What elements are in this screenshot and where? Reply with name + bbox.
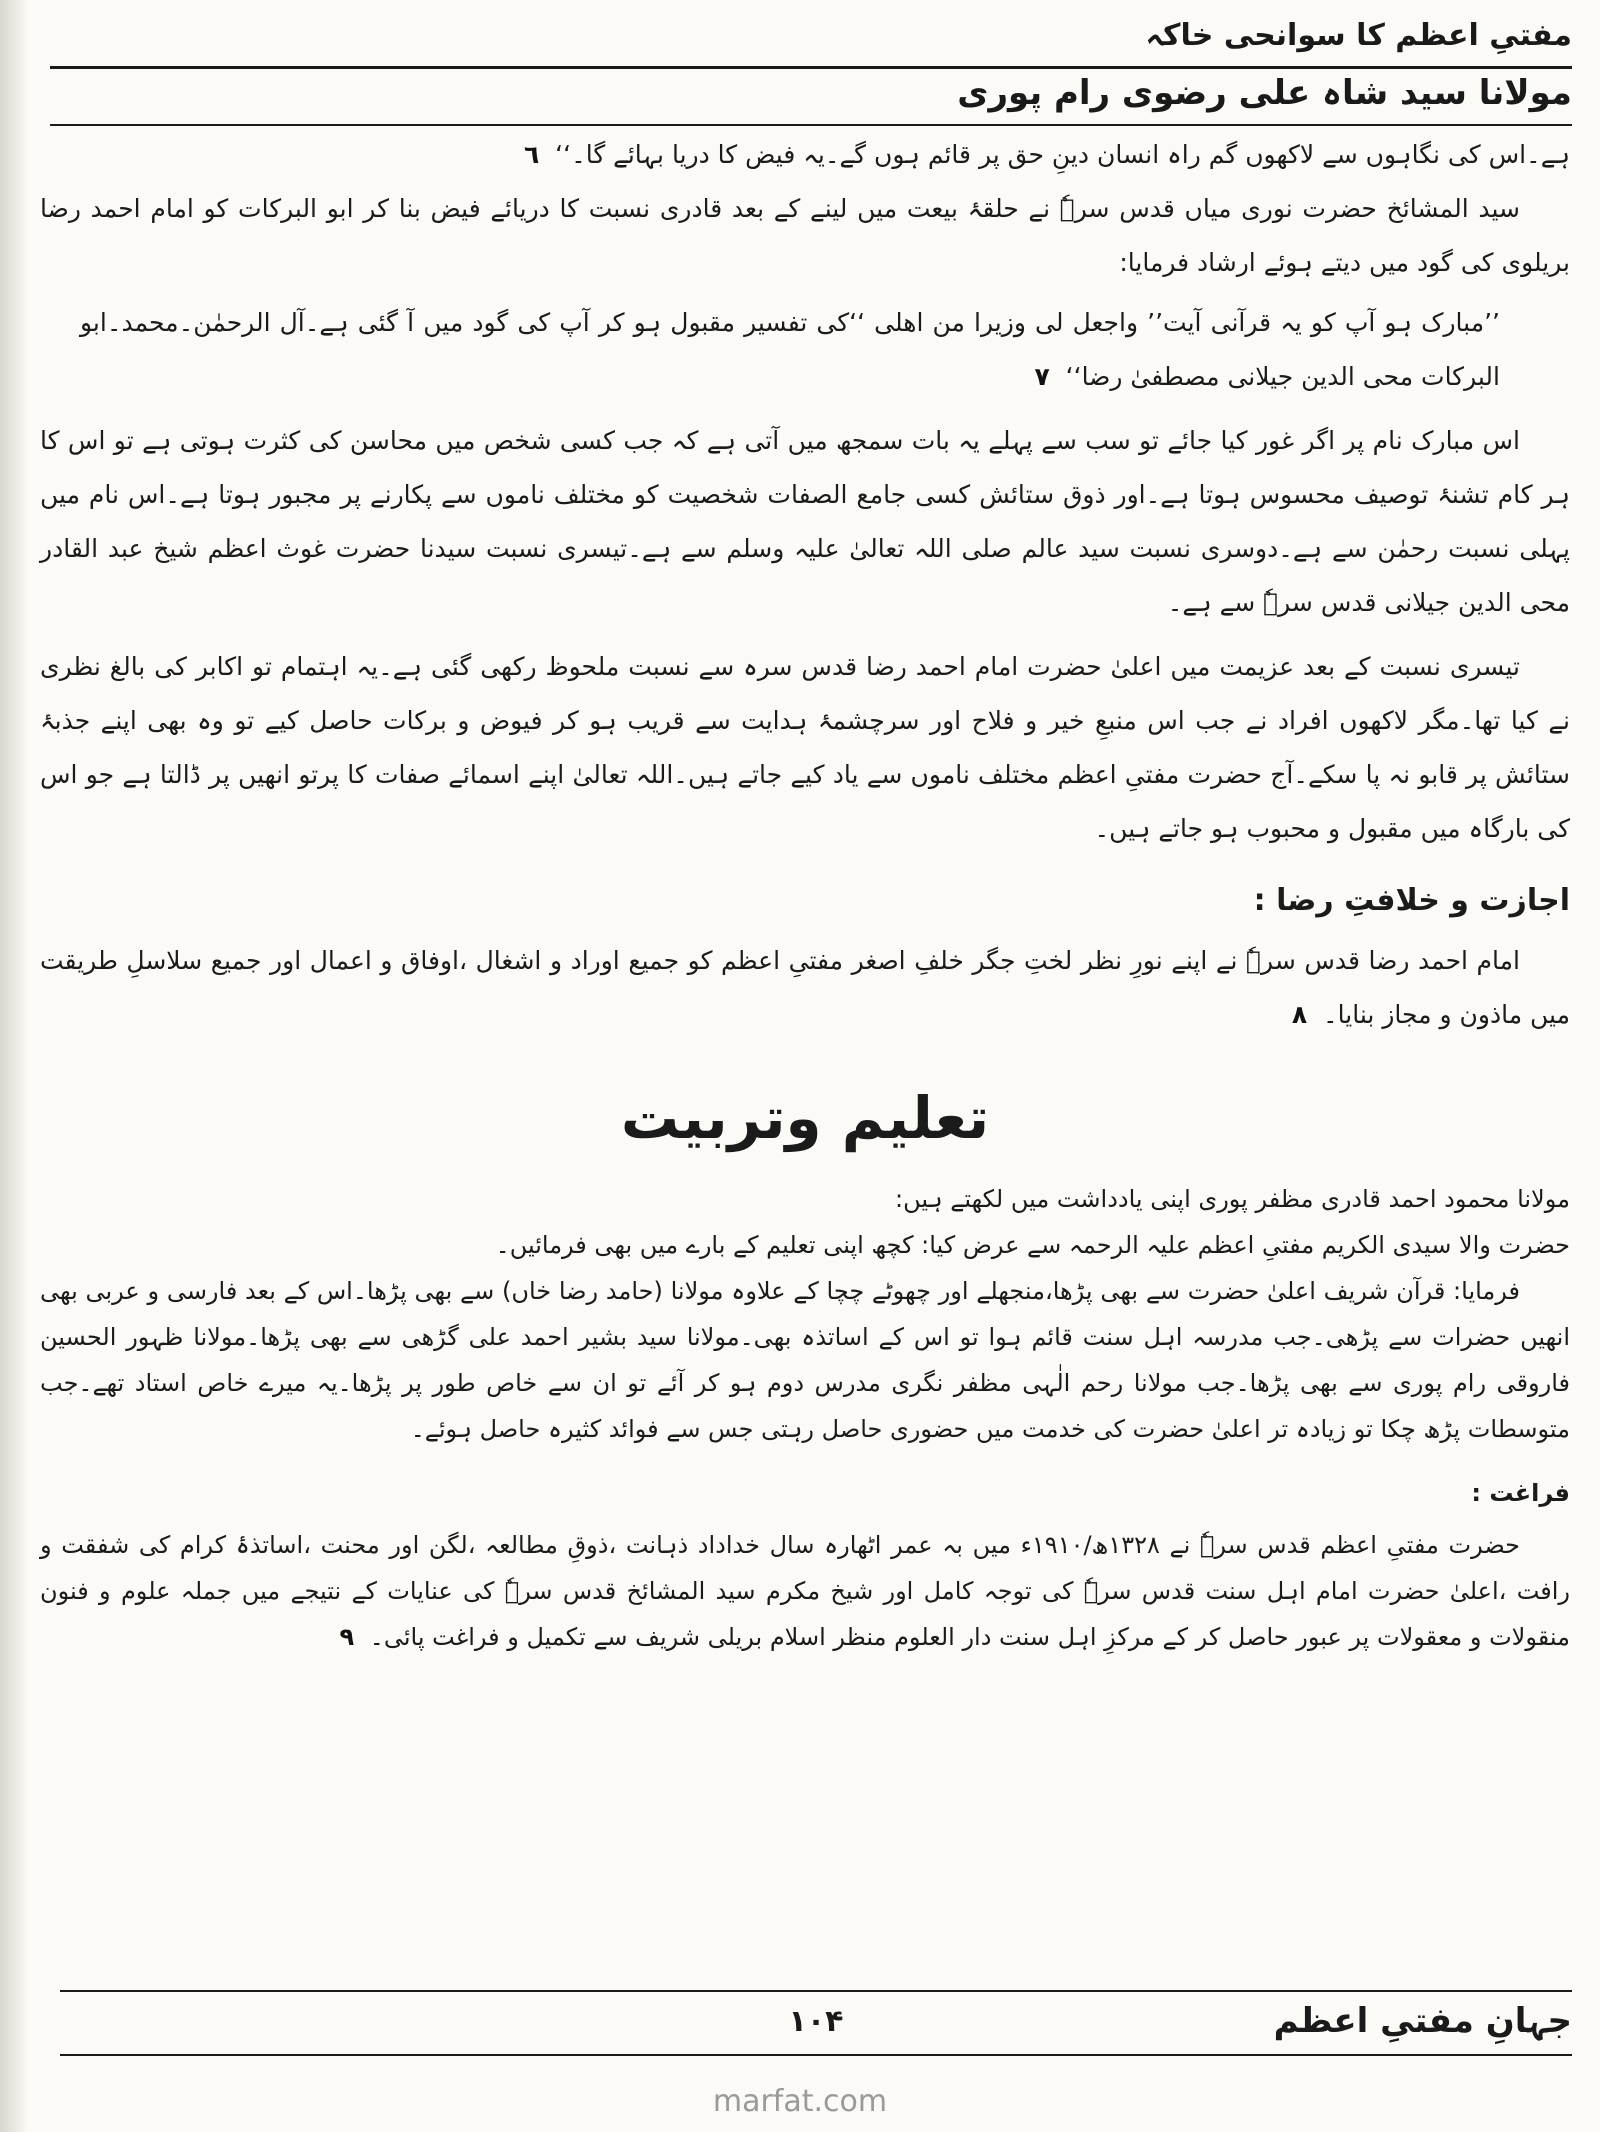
page-body — [40, 128, 1570, 1660]
paragraph-7: حضرت والا سیدی الکریم مفتیِ اعظم علیہ الرحمہ سے عرض کیا: کچھ اپنی تعلیم کے بارے میں بھی فرمائیں۔ — [495, 1231, 1570, 1259]
paragraph-4: تیسری نسبت کے بعد عزیمت میں اعلیٰ حضرت امام احمد رضا قدس سرہ سے نسبت ملحوظ رکھی گئی ہے۔یہ اہتمام تو اکابر کی بالغ نظری نے کیا تھا۔مگر لاکھوں افراد نے جب اس منبعِ خیر و فلاح اور سرچشمۂ ہدایت سے قریب ہو کر فیوض و برکات حاصل کیے تو وہ بھی اپنے جذبۂ ستائش پر قابو نہ پا سکے۔آج حضرت مفتیِ اعظم مختلف ناموں سے یاد کیے جاتے ہیں۔اللہ تعالیٰ اپنے اسمائے صفات کا پرتو انھیں پر ڈالتا ہے جو اس کی بارگاہ میں مقبول و محبوب ہو جاتے ہیں۔ — [40, 652, 1570, 843]
paragraph-1-text: ہے۔اس کی نگاہوں سے لاکھوں گم راہ انسان دینِ حق پر قائم ہوں گے۔یہ فیض کا دریا بہائے گا۔‘‘ — [555, 140, 1570, 169]
subheading-ijazat: اجازت و خلافتِ رضا : — [1253, 883, 1570, 918]
paragraph-8: فرمایا: قرآن شریف اعلیٰ حضرت سے بھی پڑھا،منجھلے اور چھوٹے چچا کے علاوہ مولانا (حامد رضا خاں) سے بھی پڑھا۔اس کے بعد فارسی و عربی بھی انھیں حضرات سے پڑھی۔جب مدرسہ اہل سنت قائم ہوا تو اس کے اساتذہ بھی۔مولانا سید بشیر احمد علی گڑھی سے بھی پڑھا۔مولانا ظہور الحسین فاروقی رام پوری سے بھی پڑھا۔جب مولانا رحم الٰہی مظفر نگری مدرس دوم ہو کر آئے تو ان سے خاص طور پر پڑھا۔یہ میرے خاص استاد تھے۔جب متوسطات پڑھ چکا تو زیادہ تر اعلیٰ حضرت کی خدمت میں حضوری حاصل رہتی جس سے فوائد کثیرہ حاصل ہوئے۔ — [40, 1277, 1570, 1443]
page-gutter-shadow — [0, 0, 28, 2132]
watermark: marfat.com — [712, 2084, 888, 2119]
header-book-title: مفتیِ اعظم کا سوانحی خاکہ — [1145, 18, 1572, 53]
footnote-marker-6: ٦ — [523, 140, 540, 169]
paragraph-5 — [40, 934, 1570, 1042]
footnote-marker-7: ٧ — [1034, 362, 1050, 391]
page-number: ۱۰۴ — [788, 2004, 844, 2039]
subheading-faraghat: فراغت : — [1471, 1479, 1570, 1507]
footnote-marker-8: ٨ — [1291, 1000, 1308, 1029]
header-rule-bottom — [50, 124, 1572, 126]
header-author: مولانا سید شاہ علی رضوی رام پوری — [957, 73, 1572, 113]
header-rule — [50, 66, 1572, 69]
quote-text: ’’مبارک ہو آپ کو یہ قرآنی آیت’’ واجعل لی وزیرا من اھلی ‘‘کی تفسیر مقبول ہو کر آپ کی گود میں آ گئی ہے۔آل الرحمٰن۔محمد۔ابو البرکات محی الدین جیلانی مصطفیٰ رضا‘‘ — [80, 308, 1500, 391]
paragraph-5-text: امام احمد رضا قدس سرہٗ نے اپنے نورِ نظر لختِ جگر خلفِ اصغر مفتیِ اعظم کو جمیع اوراد و اشغال ،اوفاق و اعمال اور جمیع سلاسلِ طریقت میں ماذون و مجاز بنایا۔ — [40, 946, 1570, 1029]
paragraph-3: اس مبارک نام پر اگر غور کیا جائے تو سب سے پہلے یہ بات سمجھ میں آتی ہے کہ جب کسی شخص میں محاسن کی کثرت ہوتی ہے تو اس کا ہر کام تشنۂ توصیف محسوس ہوتا ہے۔اور ذوق ستائش کسی جامع الصفات شخصیت کو مختلف ناموں سے پکارنے پر مجبور ہوتا ہے۔اس نام میں پہلی نسبت رحمٰن سے ہے۔دوسری نسبت سید عالم صلی اللہ تعالیٰ علیہ وسلم سے ہے۔تیسری نسبت سیدنا حضرت غوث اعظم شیخ عبد القادر محی الدین جیلانی قدس سرہٗ سے ہے۔ — [40, 426, 1570, 617]
running-footer — [60, 1990, 1572, 2070]
footer-book-title: جہانِ مفتیِ اعظم — [1273, 2001, 1572, 2041]
footer-rule-bottom — [60, 2054, 1572, 2056]
running-header — [50, 18, 1572, 128]
section-title-talim: تعلیم وتربیت — [620, 1084, 990, 1152]
paragraph-2: سید المشائخ حضرت نوری میاں قدس سرہٗ نے حلقۂ بیعت میں لینے کے بعد قادری نسبت کا دریائے فیض بنا کر ابو البرکات کو امام احمد رضا بریلوی کی گود میں دیتے ہوئے ارشاد فرمایا: — [40, 194, 1570, 277]
footer-rule — [60, 1990, 1572, 1992]
quote-block — [80, 296, 1500, 404]
paragraph-6: مولانا محمود احمد قادری مظفر پوری اپنی یادداشت میں لکھتے ہیں: — [895, 1185, 1570, 1213]
footnote-marker-9: ٩ — [339, 1623, 355, 1651]
paragraph-1 — [40, 128, 1570, 182]
paragraph-9 — [40, 1522, 1570, 1660]
paragraph-9-text: حضرت مفتیِ اعظم قدس سرہٗ نے ۱۳۲۸ھ/۱۹۱۰ء میں بہ عمر اٹھارہ سال خداداد ذہانت ،ذوقِ مطالعہ ،لگن اور محنت ،اساتذۂ کرام کی شفقت و رافت ،اعلیٰ حضرت امام اہل سنت قدس سرہٗ کی توجہ کامل اور شیخ مکرم سید المشائخ قدس سرہٗ کی عنایات کے نتیجے میں جملہ علوم و فنون منقولات و معقولات پر عبور حاصل کر کے مرکزِ اہل سنت دار العلوم منظر اسلام بریلی شریف سے تکمیل و فراغت پائی۔ — [40, 1531, 1570, 1651]
